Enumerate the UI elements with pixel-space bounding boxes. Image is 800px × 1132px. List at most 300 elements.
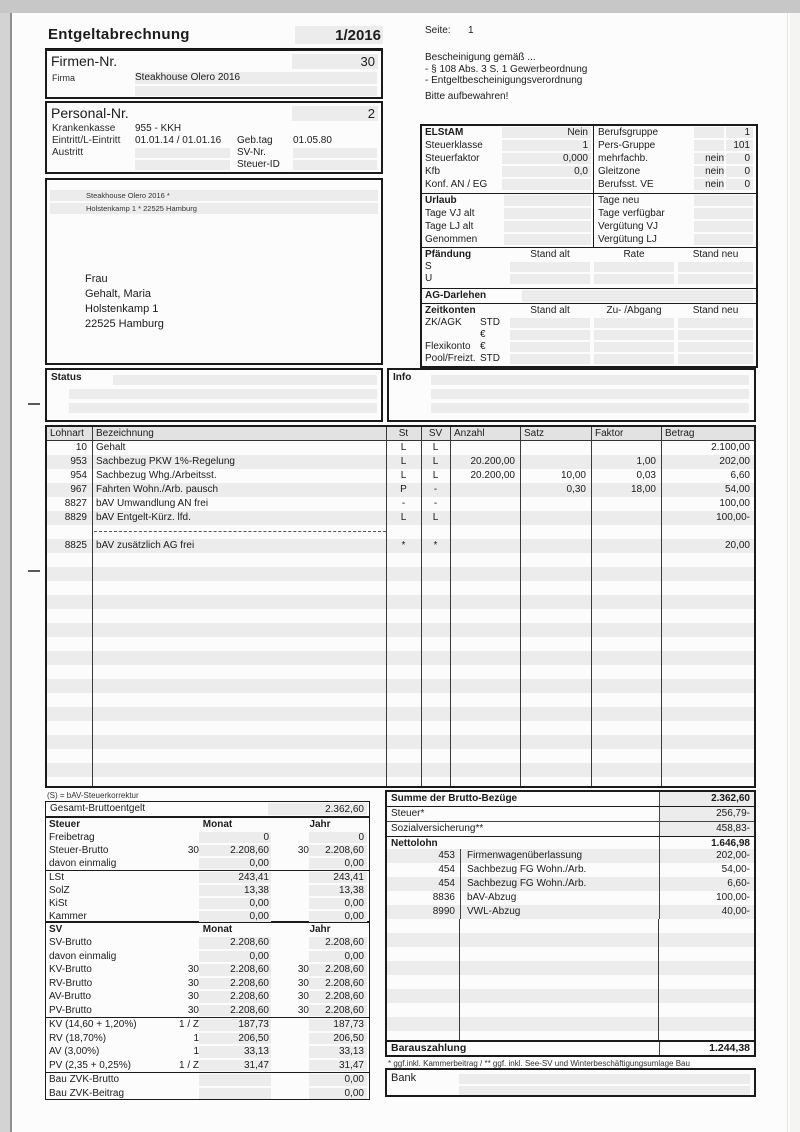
zk-eur-field-1 xyxy=(510,330,590,340)
sozialversicherung-row xyxy=(387,822,754,837)
recipient-city: 22525 Hamburg xyxy=(85,318,164,330)
firmen-nr-label: Firmen-Nr. xyxy=(51,53,118,69)
monat-tage: 30 xyxy=(187,991,199,1002)
genommen-label: Genommen xyxy=(425,234,478,245)
zk-agk-field-2 xyxy=(594,318,674,328)
pool-freizt-label: Pool/Freizt. xyxy=(425,353,476,364)
deduction-value: 100,00- xyxy=(659,891,754,905)
monat-tage: 30 xyxy=(187,977,199,989)
row-label: SV-Brutto xyxy=(49,937,92,948)
personal-nr-value: 2 xyxy=(292,106,378,121)
cell-lohnart: 10 xyxy=(75,442,87,453)
mehrfachb-value: 0 xyxy=(726,153,753,164)
jahr-tage xyxy=(271,1018,309,1032)
deduction-code: 8836 xyxy=(432,892,455,903)
pfaendung-section xyxy=(422,247,756,288)
column-line xyxy=(450,427,451,786)
summe-brutto-value: 2.362,60 xyxy=(659,792,754,806)
row-label: Freibetrag xyxy=(49,832,95,843)
row-label: KV (14,60 + 1,20%) xyxy=(49,1019,137,1030)
jahr-value: 2.208,60 xyxy=(309,937,367,949)
zk-eur-label xyxy=(422,329,480,341)
cell-bezeichnung: bAV Entgelt-Kürz. lfd. xyxy=(96,512,191,523)
urlaub-section xyxy=(422,193,756,247)
steuer-row xyxy=(46,857,369,870)
pers-gruppe-label: Pers-Gruppe xyxy=(598,140,656,151)
ag-darlehen-section xyxy=(422,288,756,303)
zeitkonten-col-stand-neu: Stand neu xyxy=(692,305,739,316)
cell-satz xyxy=(520,511,591,525)
deduction-row xyxy=(387,849,754,863)
jahr-value: 206,50 xyxy=(309,1033,367,1045)
firma-value: Steakhouse Olero 2016 xyxy=(135,72,377,84)
deductions-empty-rows xyxy=(387,919,754,1040)
zk-agk-field-3 xyxy=(678,318,753,328)
monat-value: 0,00 xyxy=(199,911,271,922)
nettolohn-label: Nettolohn xyxy=(391,838,438,849)
cell-bezeichnung: Gehalt xyxy=(96,442,126,453)
row-label: Steuer-Brutto xyxy=(49,845,109,856)
gleitzone-value: 0 xyxy=(726,166,753,177)
cell-satz: 0,30 xyxy=(566,484,586,495)
jahr-value: 2.208,60 xyxy=(309,845,367,856)
austritt-label: Austritt xyxy=(52,147,84,158)
deduction-label: Sachbezug FG Wohn./Arb. xyxy=(460,863,659,877)
summe-brutto-label: Summe der Brutto-Bezüge xyxy=(391,793,518,804)
jahr-tage xyxy=(271,871,309,884)
column-line xyxy=(658,919,659,1040)
period-box xyxy=(295,26,383,44)
cell-sv: * xyxy=(433,540,438,551)
cell-betrag: 2.100,00 xyxy=(711,442,750,453)
cell-st: - xyxy=(401,498,406,509)
payslip-page xyxy=(12,13,790,1132)
deduction-value: 6,60- xyxy=(659,877,754,891)
konf-label: Konf. AN / EG xyxy=(425,179,488,190)
flexikonto-field-3 xyxy=(678,342,753,352)
mehrfachb-flag: nein xyxy=(694,153,724,164)
jahr-value: 31,47 xyxy=(309,1060,367,1072)
sv-row xyxy=(46,1087,369,1101)
monat-tage: 1 / Z xyxy=(178,1019,199,1030)
fold-mark-center xyxy=(28,570,40,572)
tage-vj-alt-field xyxy=(504,208,591,219)
recipient-name: Gehalt, Maria xyxy=(85,288,152,300)
zeitkonten-col-stand-alt: Stand alt xyxy=(530,305,570,316)
cell-faktor xyxy=(591,497,661,511)
status-field-2 xyxy=(69,389,377,399)
cell-st: L xyxy=(400,442,407,453)
row-label: Kammer xyxy=(49,911,87,922)
deduction-code: 8990 xyxy=(432,906,455,917)
jahr-tage: 30 xyxy=(297,977,309,989)
jahr-tage xyxy=(271,897,309,910)
cell-lohnart: 8825 xyxy=(64,540,87,551)
pfaendung-u-field-2 xyxy=(594,274,674,284)
recipient-street: Holstenkamp 1 xyxy=(85,303,159,315)
steuer-id-label: Steuer-ID xyxy=(237,159,280,170)
sv-row xyxy=(46,1032,369,1046)
berufsst-ve-flag: nein xyxy=(694,179,724,190)
steuer-sum-value: 256,79- xyxy=(659,807,754,821)
deduction-code: 453 xyxy=(438,850,455,861)
deduction-row xyxy=(387,863,754,877)
sozialversicherung-label: Sozialversicherung** xyxy=(391,823,484,834)
tage-neu-label: Tage neu xyxy=(598,195,640,206)
jahr-tage xyxy=(271,1045,309,1059)
personal-box xyxy=(45,101,383,174)
steuerfaktor-label: Steuerfaktor xyxy=(425,153,480,164)
bank-field-1 xyxy=(459,1074,750,1084)
deduction-code: 454 xyxy=(438,878,455,889)
tage-lj-alt-field xyxy=(504,221,591,232)
table-row xyxy=(47,469,754,483)
monat-value xyxy=(199,1074,271,1086)
col-faktor: Faktor xyxy=(595,428,624,439)
bank-field-2 xyxy=(459,1086,750,1095)
jahr-tage xyxy=(271,1087,309,1101)
steuer-id-empty-field xyxy=(293,160,377,170)
berufsgruppe-label: Berufsgruppe xyxy=(598,127,659,138)
jahr-tage: 30 xyxy=(297,964,309,975)
cell-anzahl xyxy=(450,483,520,497)
monat-value: 0,00 xyxy=(199,898,271,909)
zk-agk-field-1 xyxy=(510,318,590,328)
jahr-value: 0,00 xyxy=(309,1074,367,1086)
jahr-tage xyxy=(271,950,309,964)
verguetung-lj-label: Vergütung LJ xyxy=(598,234,657,245)
column-line xyxy=(459,919,460,1040)
monat-value: 0,00 xyxy=(199,951,271,963)
firmen-box xyxy=(45,49,383,99)
flexikonto-unit: € xyxy=(480,341,486,352)
pfaendung-col-stand-alt: Stand alt xyxy=(530,249,570,260)
column-line xyxy=(92,427,93,786)
table-row xyxy=(47,441,754,455)
steuerklasse-value: 1 xyxy=(502,140,591,151)
monat-tage xyxy=(164,936,199,950)
lohnart-table xyxy=(45,425,756,788)
cell-bezeichnung: Sachbezug PKW 1%-Regelung xyxy=(96,456,235,467)
lohnart-table-header xyxy=(47,427,754,441)
pool-freizt-field-3 xyxy=(678,354,753,364)
cell-sv: L xyxy=(432,456,439,467)
tage-neu-field xyxy=(694,195,753,206)
col-satz: Satz xyxy=(524,428,545,439)
mehrfachb-label: mehrfachb. xyxy=(598,153,649,164)
kfb-label: Kfb xyxy=(425,166,441,177)
cell-anzahl: 20.200,00 xyxy=(470,456,515,467)
flexikonto-field-2 xyxy=(594,342,674,352)
cell-anzahl xyxy=(450,441,520,455)
gesamt-brutto-value: 2.362,60 xyxy=(268,803,367,815)
jahr-tage: 30 xyxy=(297,845,309,856)
steuerfaktor-value: 0,000 xyxy=(502,153,591,164)
monat-tage: 30 xyxy=(187,964,199,975)
cell-faktor xyxy=(591,539,661,553)
table-row xyxy=(47,455,754,469)
sv-row xyxy=(46,977,369,991)
elstam-label: ELStAM xyxy=(425,127,464,138)
nettolohn-value: 1.646,98 xyxy=(659,837,754,851)
row-label: Bau ZVK-Brutto xyxy=(49,1074,120,1085)
steuer-block xyxy=(45,817,370,922)
cell-satz: 10,00 xyxy=(560,470,586,481)
deduction-value: 202,00- xyxy=(659,849,754,863)
pfaendung-col-rate: Rate xyxy=(623,249,645,260)
monat-value xyxy=(199,1088,271,1100)
gleitzone-label: Gleitzone xyxy=(598,166,641,177)
sv-row xyxy=(46,1004,369,1018)
jahr-value: 0,00 xyxy=(309,858,367,869)
genommen-field xyxy=(504,234,591,245)
jahr-tage xyxy=(271,884,309,897)
jahr-value: 2.208,60 xyxy=(309,1005,367,1017)
sv-nr-label: SV-Nr. xyxy=(237,147,266,158)
monat-value: 13,38 xyxy=(199,885,271,896)
table-row xyxy=(47,511,754,525)
monat-tage xyxy=(164,831,199,844)
jahr-value: 0,00 xyxy=(309,951,367,963)
jahr-value: 187,73 xyxy=(309,1019,367,1031)
firma-empty-field xyxy=(135,86,377,96)
cell-betrag: 202,00 xyxy=(719,456,750,467)
cell-sv: L xyxy=(432,442,439,453)
eintritt-label: Eintritt/L-Eintritt xyxy=(52,135,121,146)
tage-verfuegbar-label: Tage verfügbar xyxy=(598,208,665,219)
column-line xyxy=(421,427,422,786)
barauszahlung-box xyxy=(385,1040,756,1057)
jahr-tage xyxy=(271,857,309,870)
barauszahlung-value: 1.244,38 xyxy=(659,1042,754,1055)
flexikonto-label: Flexikonto xyxy=(425,341,471,352)
cell-anzahl xyxy=(450,497,520,511)
cell-betrag: 100,00- xyxy=(716,512,750,523)
cell-sv: L xyxy=(432,512,439,523)
austritt-empty-field xyxy=(135,148,230,158)
col-st: St xyxy=(398,428,409,439)
table-row xyxy=(47,483,754,497)
table-empty-rows xyxy=(47,553,754,786)
scan-top-band xyxy=(0,0,800,13)
info-box xyxy=(387,368,756,422)
seite-value: 1 xyxy=(468,25,474,36)
keep-note: Bitte aufbewahren! xyxy=(425,91,509,102)
steuer-row xyxy=(46,870,369,884)
info-field-1 xyxy=(431,375,749,385)
cell-lohnart: 8829 xyxy=(64,512,87,523)
deduction-value: 54,00- xyxy=(659,863,754,877)
sv-row xyxy=(46,1045,369,1059)
gesamt-brutto-box xyxy=(45,801,370,817)
cell-sv: L xyxy=(432,470,439,481)
steuer-row xyxy=(46,884,369,897)
monat-value: 2.208,60 xyxy=(199,978,271,990)
bank-box xyxy=(385,1068,756,1097)
cell-st: L xyxy=(400,470,407,481)
steuerklasse-label: Steuerklasse xyxy=(425,140,483,151)
monat-value: 2.208,60 xyxy=(199,964,271,976)
row-label: davon einmalig xyxy=(49,858,117,869)
pfaendung-row-u: U xyxy=(425,273,433,284)
period-value: 1/2016 xyxy=(335,27,381,44)
status-field-3 xyxy=(69,403,377,413)
status-box xyxy=(45,368,383,422)
sozialversicherung-value: 458,83- xyxy=(659,822,754,836)
monat-tage xyxy=(164,897,199,910)
cell-faktor xyxy=(591,441,661,455)
steuer-sum-row xyxy=(387,807,754,822)
berufsst-ve-value: 0 xyxy=(726,179,753,190)
jahr-tage: 30 xyxy=(297,991,309,1002)
zk-agk-label: ZK/AGK xyxy=(425,317,462,328)
elstam-section xyxy=(422,126,756,193)
seite-label: Seite: xyxy=(425,25,451,36)
cell-anzahl xyxy=(450,539,520,553)
personal-nr-label: Personal-Nr. xyxy=(51,105,129,121)
pfaendung-row-s: S xyxy=(425,261,432,272)
table-separator-row xyxy=(47,525,754,539)
cell-satz xyxy=(520,497,591,511)
steuer-row xyxy=(46,897,369,910)
cell-satz xyxy=(520,539,591,553)
cell-lohnart: 8827 xyxy=(64,498,87,509)
jahr-value: 2.208,60 xyxy=(309,964,367,976)
info-field-2 xyxy=(431,389,749,399)
sv-nr-empty-field xyxy=(293,148,377,158)
monat-tage: 30 xyxy=(187,1004,199,1016)
sv-row xyxy=(46,936,369,950)
steuer-sum-label: Steuer* xyxy=(391,808,425,819)
deduction-label: Firmenwagenüberlassung xyxy=(460,849,659,863)
document-header xyxy=(45,24,383,51)
notice-line-3: - Entgeltbescheinigungsverordnung xyxy=(425,75,583,86)
sv-row xyxy=(46,950,369,964)
cell-bezeichnung: Fahrten Wohn./Arb. pausch xyxy=(96,484,219,495)
sv-row xyxy=(46,1059,369,1073)
urlaub-label: Urlaub xyxy=(425,195,457,206)
pool-freizt-field-2 xyxy=(594,354,674,364)
fold-mark-top xyxy=(28,403,40,405)
berufsgruppe-flag xyxy=(694,127,724,138)
row-label: davon einmalig xyxy=(49,950,117,962)
notice-line-2: - § 108 Abs. 3 S. 1 Gewerbeordnung xyxy=(425,63,588,75)
pool-freizt-unit: STD xyxy=(480,353,500,364)
monat-value: 243,41 xyxy=(199,872,271,883)
dashed-separator xyxy=(94,531,386,532)
cell-faktor: 0,03 xyxy=(636,470,656,481)
info-label: Info xyxy=(393,372,412,383)
monat-value: 0 xyxy=(199,832,271,843)
notice-line-1: Bescheinigung gemäß ... xyxy=(425,52,536,63)
cell-sv: - xyxy=(433,498,438,509)
cell-lohnart: 967 xyxy=(70,484,87,495)
jahr-value: 2.208,60 xyxy=(309,991,367,1003)
row-label: RV-Brutto xyxy=(49,977,93,989)
zeitkonten-label: Zeitkonten xyxy=(425,305,476,316)
pfaendung-s-field-1 xyxy=(510,262,590,272)
cell-st: L xyxy=(400,456,407,467)
tage-verfuegbar-field xyxy=(694,208,753,219)
pfaendung-u-field-3 xyxy=(678,274,753,284)
monat-tage: 30 xyxy=(187,845,199,856)
steuer-row xyxy=(46,844,369,857)
barauszahlung-label: Barauszahlung xyxy=(391,1042,467,1054)
verguetung-lj-field xyxy=(694,234,753,245)
zk-eur-field-3 xyxy=(678,330,753,340)
deduction-row xyxy=(387,891,754,905)
eintritt-value: 01.01.14 / 01.01.16 xyxy=(135,135,222,146)
monat-header: Monat xyxy=(202,924,233,935)
jahr-tage: 30 xyxy=(297,1004,309,1016)
netto-summary-box xyxy=(385,790,756,853)
column-line xyxy=(386,427,387,786)
sv-title: SV xyxy=(49,924,63,935)
col-bezeichnung: Bezeichnung xyxy=(96,428,154,439)
table-row xyxy=(47,539,754,553)
jahr-tage xyxy=(271,1073,309,1087)
row-label: LSt xyxy=(49,872,65,883)
jahr-value: 0,00 xyxy=(309,1088,367,1100)
zeitkonten-section xyxy=(422,303,756,366)
page-right-edge xyxy=(787,13,788,1132)
monat-tage xyxy=(164,950,199,964)
monat-value: 0,00 xyxy=(199,858,271,869)
row-label: Bau ZVK-Beitrag xyxy=(49,1087,125,1099)
monat-value: 33,13 xyxy=(199,1046,271,1058)
row-label: SolZ xyxy=(49,885,70,896)
jahr-value: 0,00 xyxy=(309,898,367,909)
notice-block xyxy=(425,52,587,87)
pfaendung-u-field-1 xyxy=(510,274,590,284)
elstam-stack xyxy=(420,124,758,368)
jahr-value: 33,13 xyxy=(309,1046,367,1058)
urlaub-field xyxy=(504,195,591,206)
cell-betrag: 54,00 xyxy=(724,484,750,495)
tage-vj-alt-label: Tage VJ alt xyxy=(425,208,475,219)
deduction-label: Sachbezug FG Wohn./Arb. xyxy=(460,877,659,891)
summe-brutto-row xyxy=(387,792,754,807)
zk-agk-unit: STD xyxy=(480,317,500,328)
monat-header: Monat xyxy=(202,819,233,830)
table-row xyxy=(47,497,754,511)
firma-label: Firma xyxy=(52,73,75,83)
jahr-header: Jahr xyxy=(309,819,331,830)
kfb-value: 0,0 xyxy=(502,166,591,177)
deduction-row xyxy=(387,877,754,891)
jahr-value: 243,41 xyxy=(309,872,367,883)
column-line xyxy=(591,427,592,786)
ag-darlehen-field xyxy=(522,290,753,302)
bank-label: Bank xyxy=(391,1072,417,1084)
monat-tage: 1 xyxy=(193,1032,199,1044)
jahr-value: 0,00 xyxy=(309,911,367,922)
cell-st: L xyxy=(400,512,407,523)
monat-value: 31,47 xyxy=(199,1060,271,1072)
monat-tage xyxy=(164,871,199,884)
steuer-title: Steuer xyxy=(49,819,81,830)
col-lohnart: Lohnart xyxy=(50,428,84,439)
monat-tage: 1 xyxy=(193,1046,199,1057)
info-field-3 xyxy=(431,403,749,413)
sv-row xyxy=(46,990,369,1004)
cell-satz xyxy=(520,455,591,469)
flexikonto-field-1 xyxy=(510,342,590,352)
jahr-tage xyxy=(271,831,309,844)
gebtag-label: Geb.tag xyxy=(237,135,273,146)
pfaendung-col-stand-neu: Stand neu xyxy=(692,249,739,260)
col-betrag: Betrag xyxy=(665,428,695,439)
